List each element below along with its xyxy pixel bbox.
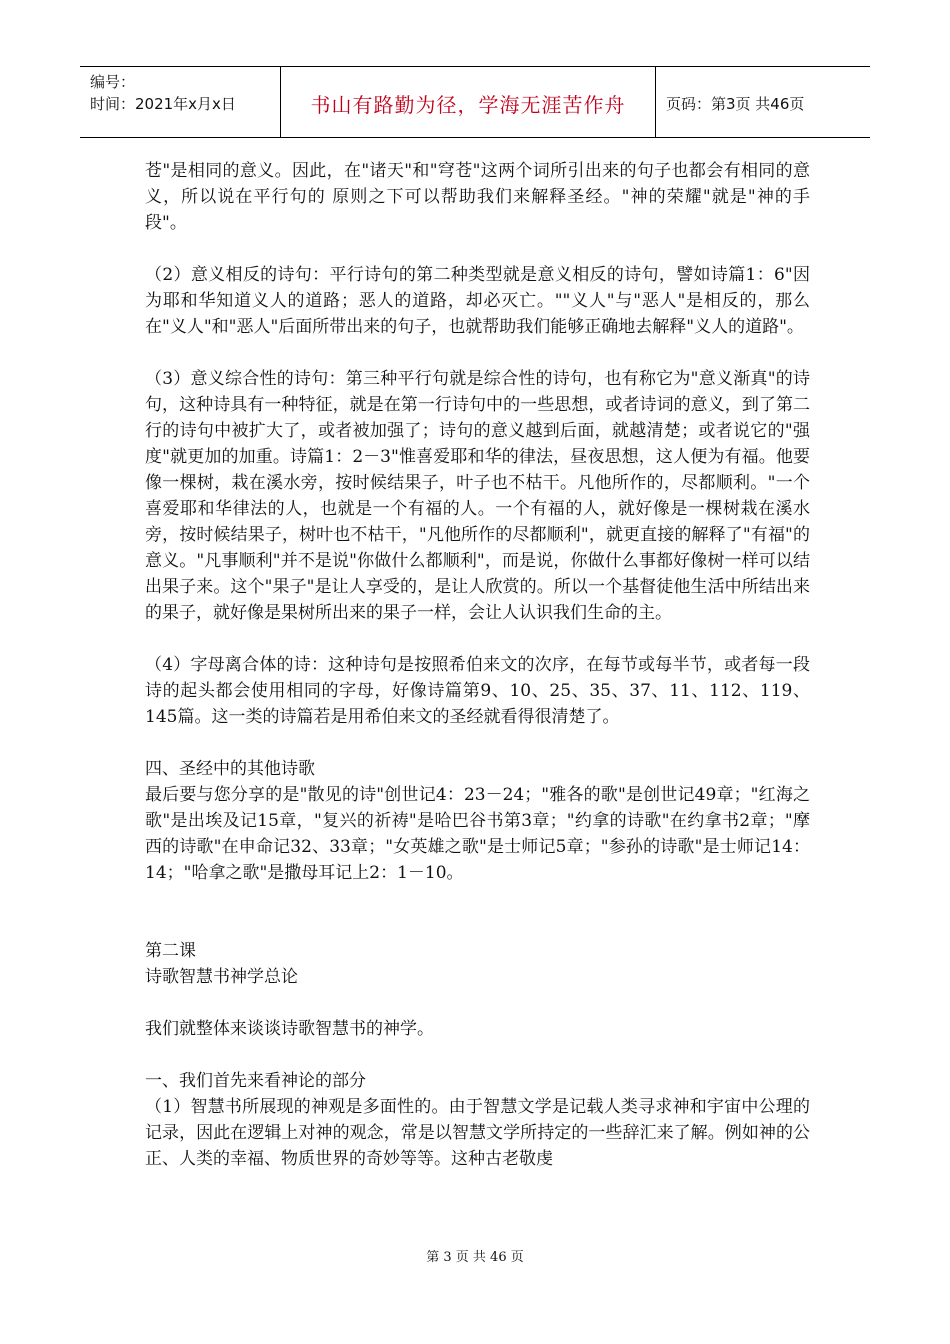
paragraph: （1）智慧书所展现的神观是多面性的。由于智慧文学是记载人类寻求神和宇宙中公理的记录，因此在逻辑上对神的观念，常是以智慧文学所持定的一些辞汇来了解。例如神的公正、人类的幸福、物质世界的奇妙等等。这种古老敬虔 <box>145 1097 810 1169</box>
paragraph: （3）意义综合性的诗句：第三种平行句就是综合性的诗句，也有称它为"意义渐真"的诗句，这种诗具有一种特征，就是在第一行诗句中的一些思想，或者诗词的意义，到了第二行的诗句中被扩大了，或者被加强了；诗句的意义越到后面，就越清楚；或者说它的"强度"就更加的加重。诗篇1：2－3"惟喜爱耶和华的律法，昼夜思想，这人便为有福。他要像一棵树，栽在溪水旁，按时候结果子，叶子也不枯干。凡他所作的，尽都顺利。"一个喜爱耶和华律法的人，也就是一个有福的人。一个有福的人，就好像是一棵树栽在溪水旁，按时候结果子，树叶也不枯干，"凡他所作的尽都顺利"，就更直接的解释了"有福"的意义。"凡事顺利"并不是说"你做什么都顺利"，而是说，你做什么事都好像树一样可以结出果子来。这个"果子"是让人享受的，是让人欣赏的。所以一个基督徒他生活中所结出来的果子，就好像是果树所出来的果子一样，会让人认识我们生命的主。 <box>145 369 810 623</box>
paragraph: 苍"是相同的意义。因此，在"诸天"和"穹苍"这两个词所引出来的句子也都会有相同的意义，所以说在平行句的 原则之下可以帮助我们来解释圣经。"神的荣耀"就是"神的手段"。 <box>145 161 810 233</box>
header-motto-cell <box>280 67 656 137</box>
paragraph: （4）字母离合体的诗：这种诗句是按照希伯来文的次序，在每节或每半节，或者每一段诗的起头都会使用相同的字母，好像诗篇第9、10、25、35、37、11、112、119、145篇。这一类的诗篇若是用希伯来文的圣经就看得很清楚了。 <box>145 655 810 727</box>
page-footer: 第 3 页 共 46 页 <box>426 1250 524 1265</box>
header-meta <box>80 67 280 137</box>
lesson-heading: 第二课 <box>145 941 196 961</box>
document-number: 编号： <box>90 73 136 91</box>
document-body <box>145 158 810 1172</box>
header-page-number: 页码：第3页 共46页 <box>666 95 805 113</box>
header-motto: 书山有路勤为径，学海无涯苦作舟 <box>310 93 626 117</box>
header-page-cell <box>656 67 870 137</box>
page-header <box>80 66 870 138</box>
paragraph: 我们就整体来谈谈诗歌智慧书的神学。 <box>145 1019 434 1039</box>
lesson-title: 诗歌智慧书神学总论 <box>145 967 298 987</box>
document-date: 时间：2021年x月x日 <box>90 95 236 113</box>
paragraph: 最后要与您分享的是"散见的诗"创世记4：23－24；"雅各的歌"是创世记49章；"红海之歌"是出埃及记15章，"复兴的祈祷"是哈巴谷书第3章；"约拿的诗歌"在约拿书2章；"摩西的诗歌"在申命记32、33章；"女英雄之歌"是士师记5章；"参孙的诗歌"是士师记14：14；"哈拿之歌"是撒母耳记上2：1－10。 <box>145 785 810 883</box>
section-heading: 一、我们首先来看神论的部分 <box>145 1071 366 1091</box>
section-heading: 四、圣经中的其他诗歌 <box>145 759 315 779</box>
paragraph: （2）意义相反的诗句：平行诗句的第二种类型就是意义相反的诗句，譬如诗篇1：6"因为耶和华知道义人的道路；恶人的道路，却必灭亡。""义人"与"恶人"是相反的，那么在"义人"和"恶人"后面所带出来的句子，也就帮助我们能够正确地去解释"义人的道路"。 <box>145 265 810 337</box>
